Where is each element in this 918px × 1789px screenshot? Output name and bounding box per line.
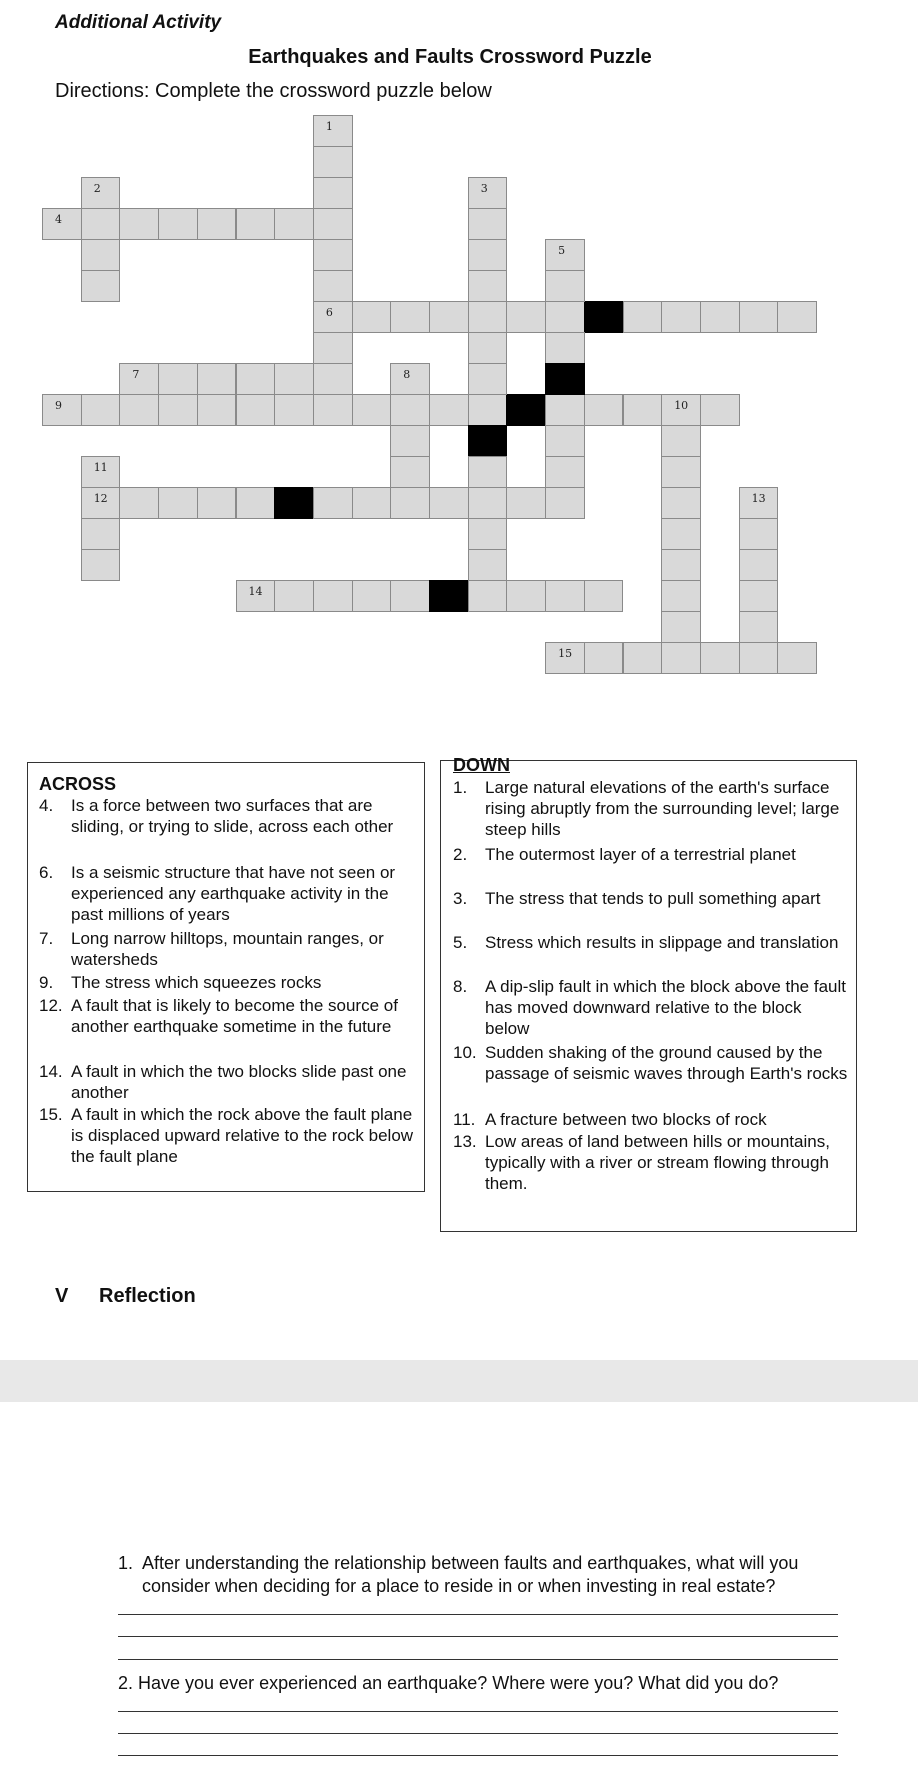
clue-number-label: 14. [39,1062,63,1081]
crossword-cell[interactable] [390,487,430,519]
crossword-cell[interactable] [197,487,237,519]
puzzle-title: Earthquakes and Faults Crossword Puzzle [248,46,652,68]
clue-text: Is a force between two surfaces that are sliding, or trying to slide, across each other [71,796,394,836]
crossword-cell[interactable] [468,394,508,426]
crossword-cell[interactable] [468,518,508,550]
blocked-cell [274,487,314,519]
crossword-cell[interactable] [313,487,353,519]
crossword-cell[interactable] [661,487,701,519]
crossword-cell[interactable] [584,580,624,612]
answer-line[interactable] [118,1636,838,1637]
crossword-cell[interactable] [623,301,663,333]
clue-text: A fault in which the two blocks slide past one another [71,1062,407,1102]
clue-number: 4 [55,213,62,226]
crossword-cell[interactable] [545,394,585,426]
directions-text: Directions: Complete the crossword puzzle below [55,80,492,102]
page-separator [0,1360,918,1402]
crossword-cell[interactable] [81,208,121,240]
crossword-cell[interactable] [81,394,121,426]
clue-number: 1 [325,120,333,133]
crossword-cell[interactable] [468,487,508,519]
crossword-cell[interactable] [545,270,585,302]
blocked-cell [429,580,469,612]
crossword-cell[interactable] [352,394,392,426]
crossword-cell[interactable] [313,146,353,178]
crossword-cell[interactable] [661,518,701,550]
crossword-cell[interactable] [739,518,779,550]
clue-text: A dip-slip fault in which the block above the fault has moved downward relative to the block below [485,977,846,1038]
question-1-text: After understanding the relationship between faults and earthquakes, what will you consider when deciding for a place to reside in or when investing in real estate? [142,1553,799,1596]
crossword-cell[interactable] [81,518,121,550]
crossword-cell[interactable] [545,332,585,364]
crossword-cell[interactable] [158,208,198,240]
clue-number: 9 [55,399,62,412]
crossword-cell[interactable] [313,270,353,302]
clue-number: 7 [132,368,140,381]
crossword-cell[interactable] [661,580,701,612]
clue-number-label: 9. [39,973,54,992]
clue-number-label: 11. [453,1110,476,1129]
crossword-cell[interactable] [777,301,817,333]
clue-number: 12 [93,492,108,505]
blocked-cell [545,363,585,395]
crossword-cell[interactable] [545,301,585,333]
crossword-cell[interactable] [236,394,276,426]
activity-label: Additional Activity [55,12,222,33]
clue-text: A fracture between two blocks of rock [485,1110,767,1129]
crossword-cell[interactable] [197,208,237,240]
crossword-cell[interactable] [623,642,663,674]
crossword-cell[interactable] [390,425,430,457]
crossword-cell[interactable] [429,301,469,333]
blocked-cell [468,425,508,457]
crossword-cell[interactable] [700,301,740,333]
crossword-cell[interactable] [390,456,430,488]
clue-text: A fault that is likely to become the source of another earthquake sometime in the future [71,996,398,1036]
crossword-cell[interactable] [506,580,546,612]
crossword-cell[interactable] [506,487,546,519]
crossword-cell[interactable] [739,611,779,643]
clue-number: 13 [751,492,766,505]
crossword-cell[interactable] [584,642,624,674]
crossword-cell[interactable] [777,642,817,674]
crossword-cell[interactable] [468,549,508,581]
clue-text: Stress which results in slippage and translation [485,933,839,952]
crossword-cell[interactable] [236,363,276,395]
crossword-cell[interactable] [739,642,779,674]
crossword-grid [0,0,918,760]
question-1-number: 1. [118,1553,134,1573]
crossword-cell[interactable] [313,394,353,426]
section-number: V [55,1285,69,1307]
crossword-cell[interactable] [468,363,508,395]
crossword-cell[interactable] [429,394,469,426]
crossword-cell[interactable] [274,363,314,395]
blocked-cell [506,394,546,426]
clue-number: 8 [403,368,411,381]
crossword-cell[interactable] [661,301,701,333]
crossword-cell[interactable] [429,487,469,519]
crossword-cell[interactable] [197,363,237,395]
crossword-cell[interactable] [739,301,779,333]
clue-number-label: 7. [39,929,54,948]
crossword-cell[interactable] [236,487,276,519]
crossword-cell[interactable] [468,208,508,240]
crossword-cell[interactable] [584,394,624,426]
crossword-cell[interactable] [81,270,121,302]
blocked-cell [584,301,624,333]
crossword-cell[interactable] [313,580,353,612]
crossword-cell[interactable] [274,208,314,240]
clue-number-label: 8. [453,977,468,996]
clue-number: 6 [325,306,333,319]
crossword-cell[interactable] [661,611,701,643]
crossword-cell[interactable] [236,208,276,240]
reflection-heading [55,1285,196,1308]
clue-number-label: 4. [39,796,54,815]
clue-text: A fault in which the rock above the fault plane is displaced upward relative to the rock below the fault plane [71,1105,414,1166]
crossword-cell[interactable] [468,270,508,302]
down-heading: DOWN [453,755,510,775]
clue-number: 10 [674,399,689,412]
crossword-cell[interactable] [119,394,159,426]
reflection-title: Reflection [99,1285,196,1307]
crossword-cell[interactable] [661,425,701,457]
clue-number-label: 6. [39,863,54,882]
crossword-cell[interactable] [274,394,314,426]
clue-number-label: 3. [453,889,468,908]
clue-number: 5 [558,244,566,257]
crossword-cell[interactable] [352,301,392,333]
crossword-cell[interactable] [158,487,198,519]
crossword-cell[interactable] [313,332,353,364]
clue-text: Is a seismic structure that have not seen or experienced any earthquake activity in the past millions of years [71,863,396,924]
clue-text: Large natural elevations of the earth's surface rising abruptly from the surrounding level; large steep hills [485,778,840,839]
crossword-cell[interactable] [545,425,585,457]
crossword-cell[interactable] [352,487,392,519]
clue-text: The stress that tends to pull something apart [485,889,821,908]
clue-number-label: 15. [39,1105,63,1124]
crossword-cell[interactable] [274,580,314,612]
clue-text: The outermost layer of a terrestrial planet [485,845,796,864]
answer-line[interactable] [118,1614,838,1615]
crossword-cell[interactable] [313,177,353,209]
clue-number-label: 10. [453,1043,477,1062]
clue-number-label: 13. [453,1132,477,1151]
clue-number-label: 5. [453,933,468,952]
crossword-cell[interactable] [700,642,740,674]
crossword-cell[interactable] [623,394,663,426]
crossword-cell[interactable] [390,301,430,333]
crossword-cell[interactable] [739,549,779,581]
answer-line[interactable] [118,1755,838,1756]
crossword-cell[interactable] [158,394,198,426]
crossword-cell[interactable] [352,580,392,612]
crossword-cell[interactable] [313,363,353,395]
crossword-cell[interactable] [468,456,508,488]
crossword-cell[interactable] [468,301,508,333]
answer-line[interactable] [118,1659,838,1660]
crossword-cell[interactable] [661,642,701,674]
clue-number: 15 [558,647,573,660]
crossword-cell[interactable] [313,239,353,271]
crossword-cell[interactable] [506,301,546,333]
crossword-cell[interactable] [158,363,198,395]
clue-number: 3 [480,182,488,195]
crossword-cell[interactable] [197,394,237,426]
crossword-cell[interactable] [468,580,508,612]
clue-text: Low areas of land between hills or mountains, typically with a river or stream flowing through them. [485,1132,830,1193]
crossword-cell[interactable] [739,580,779,612]
answer-line[interactable] [118,1733,838,1734]
crossword-cell[interactable] [390,580,430,612]
crossword-cell[interactable] [119,487,159,519]
crossword-cell[interactable] [661,549,701,581]
answer-line[interactable] [118,1711,838,1712]
clue-number: 14 [248,585,263,598]
crossword-cell[interactable] [81,239,121,271]
clue-number-label: 12. [39,996,63,1015]
clue-number-label: 2. [453,845,468,864]
crossword-cell[interactable] [468,239,508,271]
clue-number: 2 [93,182,101,195]
clue-number: 11 [93,461,108,474]
crossword-cell[interactable] [545,487,585,519]
clue-text: The stress which squeezes rocks [71,973,322,992]
across-heading: ACROSS [39,774,117,794]
clue-text: Long narrow hilltops, mountain ranges, or watersheds [71,929,384,969]
crossword-cell[interactable] [81,549,121,581]
crossword-cell[interactable] [119,208,159,240]
crossword-cell[interactable] [313,208,353,240]
clue-number-label: 1. [453,778,468,797]
clue-text: Sudden shaking of the ground caused by the passage of seismic waves through Earth's rocks [485,1043,848,1083]
crossword-cell[interactable] [390,394,430,426]
reflection-question-2: 2. Have you ever experienced an earthquake? Where were you? What did you do? [118,1673,779,1693]
crossword-cell[interactable] [545,456,585,488]
crossword-cell[interactable] [468,332,508,364]
crossword-cell[interactable] [661,456,701,488]
crossword-cell[interactable] [700,394,740,426]
crossword-cell[interactable] [545,580,585,612]
